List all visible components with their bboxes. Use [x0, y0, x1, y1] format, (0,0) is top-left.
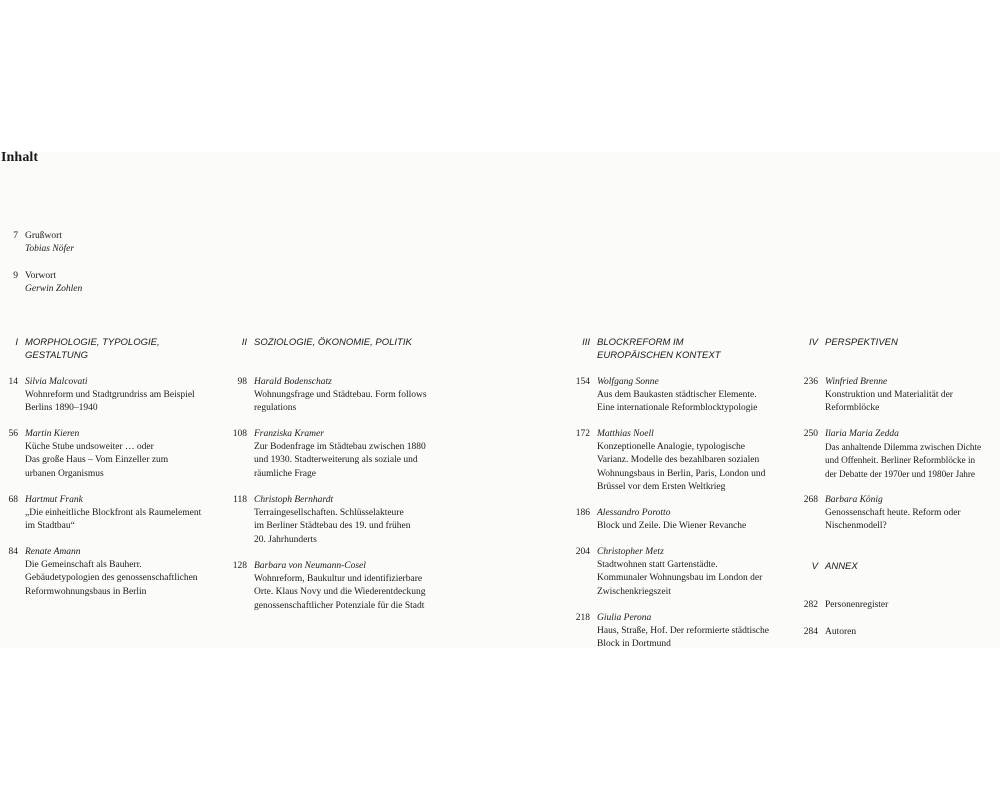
entry-title: Grußwort: [25, 231, 62, 241]
entry-title: Zur Bodenfrage im Städtebau zwischen 1880 und 1930. Stadterweiterung als soziale und räumliche Frage: [254, 442, 426, 479]
entry-title: Die Gemeinschaft als Bauherr. Gebäudetypologien des genossenschaftlichen Reformwohnungsbaus in Berlin: [25, 560, 198, 597]
page-number: 108: [232, 429, 247, 439]
entry-title: Block und Zeile. Die Wiener Revanche: [597, 521, 747, 532]
entry-author: Martin Kieren: [25, 429, 80, 439]
section-title: ANNEX: [825, 561, 858, 572]
entry-author: Wolfgang Sonne: [597, 377, 659, 387]
toc-entry[interactable]: [803, 494, 1000, 534]
page-number: 268: [803, 495, 818, 505]
page-number: 128: [232, 561, 247, 571]
page-number: 154: [575, 377, 590, 387]
entry-title: Konzeptionelle Analogie, typologische Varianz. Modelle des bezahlbaren sozialen Wohnungsbaus in Berlin, Paris, London und Brüssel vor dem Ersten Weltkrieg: [597, 442, 766, 492]
page-number: 284: [803, 627, 818, 637]
page-number: 14: [8, 377, 18, 387]
page-number: 186: [575, 508, 590, 518]
entry-title: Haus, Straße, Hof. Der reformierte städtische Block in Dortmund: [597, 626, 769, 650]
entry-title: Konstruktion und Materialität der Reformblöcke: [825, 390, 953, 414]
section-heading-4: [809, 336, 995, 349]
entry-title: Genossenschaft heute. Reform oder Nischenmodell?: [825, 508, 961, 532]
toc-entry[interactable]: [575, 546, 827, 599]
entry-title: Terraingesellschaften. Schlüsselakteure im Berliner Städtebau des 19. und frühen 20. Jahrhunderts: [254, 508, 411, 545]
toc-entry[interactable]: [803, 428, 1000, 481]
toc-entry[interactable]: [8, 546, 255, 599]
entry-author: Winfried Brenne: [825, 377, 888, 387]
toc-entry[interactable]: [237, 376, 484, 416]
section-number: I: [15, 337, 18, 348]
entry-title: Personenregister: [825, 600, 889, 610]
entry-author: Alessandro Porotto: [597, 508, 671, 518]
entry-title: Stadtwohnen statt Gartenstädte. Kommunaler Wohnungsbau im London der Zwischenkriegszeit: [597, 560, 763, 597]
entry-author: Tobias Nöfer: [25, 244, 75, 255]
entry-title: Das anhaltende Dilemma zwischen Dichte und Offenheit. Berliner Reformblöcke in der Debatte der 1970er und 1980er Jahre: [825, 442, 982, 479]
toc-entry[interactable]: [803, 376, 1000, 416]
entry-author: Giulia Perona: [597, 613, 652, 623]
page-number: 282: [803, 600, 818, 610]
section-number: II: [241, 337, 247, 348]
section-title: MORPHOLOGIE, TYPOLOGIE, GESTALTUNG: [25, 337, 160, 362]
page-title: Inhalt: [1, 150, 39, 165]
toc-entry[interactable]: [575, 376, 827, 416]
section-number: V: [811, 561, 818, 572]
entry-title: „Die einheitliche Blockfront als Raumelement im Stadtbau“: [25, 508, 202, 532]
toc-entry-grusswort[interactable]: [13, 230, 255, 256]
toc-entry-autoren[interactable]: [803, 626, 1000, 639]
section-heading-1: [15, 336, 265, 362]
entry-author: Franziska Kramer: [254, 429, 324, 439]
section-number: III: [582, 337, 590, 348]
section-heading-5: [811, 560, 995, 573]
page-number: 118: [233, 495, 247, 505]
toc-entry[interactable]: [8, 376, 255, 416]
page-number: 68: [8, 495, 18, 505]
section-title: PERSPEKTIVEN: [825, 337, 898, 348]
entry-title: Küche Stube undsoweiter … oder Das große Haus – Vom Einzeller zum urbanen Organismus: [25, 442, 169, 479]
entry-author: Christopher Metz: [597, 547, 664, 557]
entry-author: Barbara König: [825, 495, 883, 505]
page-number: 9: [13, 271, 18, 281]
toc-entry[interactable]: [575, 612, 827, 652]
section-title: BLOCKREFORM IM EUROPÄISCHEN KONTEXT: [597, 337, 721, 362]
entry-author: Renate Amann: [25, 547, 81, 557]
section-number: IV: [809, 337, 818, 348]
entry-author: Christoph Bernhardt: [254, 495, 334, 505]
entry-author: Gerwin Zohlen: [25, 284, 83, 295]
entry-author: Silvia Malcovati: [25, 377, 88, 387]
page-number: 218: [575, 613, 590, 623]
toc-entry[interactable]: [575, 428, 827, 494]
entry-title: Autoren: [825, 627, 857, 637]
page-number: 172: [575, 429, 590, 439]
toc-entry[interactable]: [232, 560, 484, 613]
entry-author: Ilaria Maria Zedda: [825, 429, 899, 439]
toc-entry[interactable]: [8, 428, 255, 481]
section-heading-3: [582, 336, 837, 362]
entry-title: Vorwort: [25, 271, 56, 281]
toc-entry-vorwort[interactable]: [13, 270, 255, 296]
toc-entry[interactable]: [8, 494, 255, 534]
entry-title: Aus dem Baukasten städtischer Elemente. Eine internationale Reformblocktypologie: [597, 390, 758, 414]
toc-entry[interactable]: [575, 507, 827, 533]
page-number: 204: [575, 547, 590, 557]
entry-title: Wohnungsfrage und Städtebau. Form follows regulations: [254, 390, 427, 414]
entry-author: Hartmut Frank: [25, 495, 83, 505]
section-title: SOZIOLOGIE, ÖKONOMIE, POLITIK: [254, 337, 412, 348]
entry-title: Wohnreform, Baukultur und identifizierbare Orte. Klaus Novy und die Wiederentdeckung genossenschaftlicher Potenziale für die Stadt: [254, 574, 426, 611]
toc-entry-personenregister[interactable]: [803, 599, 1000, 612]
section-heading-2: [241, 336, 494, 349]
page-number: 84: [8, 547, 18, 557]
toc-entry[interactable]: [232, 428, 484, 481]
toc-entry[interactable]: [233, 494, 484, 547]
page-number: 250: [803, 429, 818, 439]
entry-author: Barbara von Neumann-Cosel: [254, 561, 366, 571]
page-number: 56: [8, 429, 18, 439]
page-number: 7: [13, 231, 18, 241]
entry-author: Matthias Noell: [597, 429, 654, 439]
page-number: 98: [237, 377, 247, 387]
entry-title: Wohnreform und Stadtgrundriss am Beispiel Berlins 1890–1940: [25, 390, 195, 414]
entry-author: Harald Bodenschatz: [254, 377, 332, 387]
page-number: 236: [803, 377, 818, 387]
